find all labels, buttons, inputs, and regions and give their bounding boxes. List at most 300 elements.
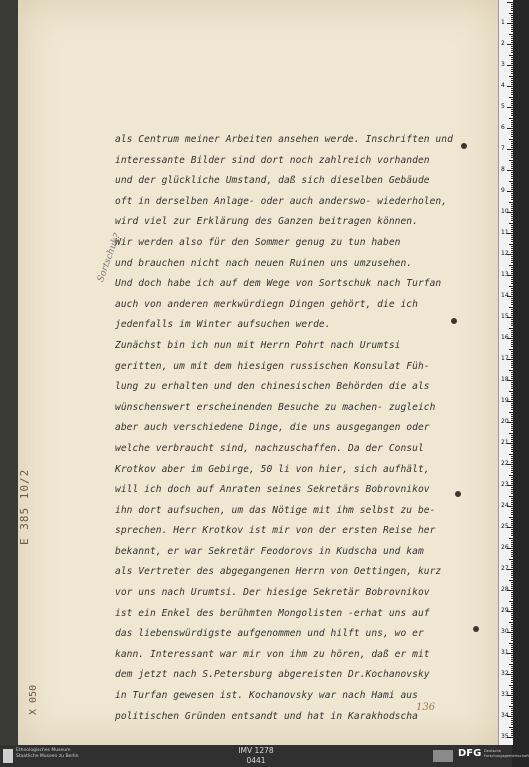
ruler-label: 25	[501, 523, 509, 530]
ruler-tick	[511, 50, 513, 51]
ruler-tick	[509, 664, 513, 665]
letter-line: geritten, um mit dem hiesigen russischen Konsulat Füh-	[115, 360, 430, 372]
ruler-tick	[511, 237, 513, 238]
ruler-tick	[511, 722, 513, 723]
ruler-tick	[511, 235, 513, 236]
ruler-tick	[511, 59, 513, 60]
ruler-tick	[511, 498, 513, 499]
ruler-tick	[511, 582, 513, 583]
ruler-tick	[511, 185, 513, 186]
ruler-tick	[511, 708, 513, 709]
ruler-tick	[511, 187, 513, 188]
ruler-label: 27	[501, 565, 509, 572]
ruler-tick	[511, 321, 513, 322]
ruler-label: 14	[501, 292, 509, 299]
ruler-tick	[511, 94, 513, 95]
ruler-tick	[511, 703, 513, 704]
ruler-tick	[511, 619, 513, 620]
museum-name: Ethnologisches Museum	[16, 748, 71, 753]
ruler-tick	[511, 176, 513, 177]
ruler-tick	[511, 355, 513, 356]
ruler-tick	[511, 504, 513, 505]
ruler-tick	[511, 720, 513, 721]
ruler-tick	[511, 80, 513, 81]
ruler-tick	[511, 697, 513, 698]
letter-line: wünschenswert erscheinenden Besuche zu machen- zugleich	[115, 401, 436, 413]
ruler-tick	[511, 636, 513, 637]
ruler-tick	[511, 145, 513, 146]
ruler-tick	[511, 699, 513, 700]
ruler-tick	[511, 649, 513, 650]
ruler-tick	[511, 267, 513, 268]
ruler-tick	[511, 561, 513, 562]
ruler-tick	[511, 334, 513, 335]
ruler-tick	[509, 727, 513, 728]
ruler-tick	[511, 441, 513, 442]
ruler-label: 4	[501, 82, 505, 89]
ruler-label: 6	[501, 124, 505, 131]
ruler-tick	[511, 491, 513, 492]
ruler-label: 23	[501, 481, 509, 488]
ruler-tick	[509, 391, 513, 392]
ruler-label: 7	[501, 145, 505, 152]
ruler-tick	[511, 250, 513, 251]
ruler-tick	[511, 206, 513, 207]
ruler-label: 18	[501, 376, 509, 383]
letter-line: und der glückliche Umstand, daß sich dieselben Gebäude	[115, 175, 430, 187]
ruler-tick	[511, 468, 513, 469]
ruler-tick	[511, 374, 513, 375]
ruler-tick	[511, 52, 513, 53]
ruler-tick	[511, 271, 513, 272]
ruler-tick	[511, 554, 513, 555]
ruler-tick	[511, 336, 513, 337]
ruler-tick	[511, 563, 513, 564]
ruler-tick	[511, 466, 513, 467]
ruler-label: 19	[501, 397, 509, 404]
ruler-tick	[511, 451, 513, 452]
letter-line: lung zu erhalten und den chinesischen Behörden die als	[115, 381, 430, 393]
letter-line: politischen Gründen entsandt und hat in Karakhodscha	[115, 710, 418, 722]
ruler-tick	[511, 258, 513, 259]
ruler-tick	[509, 202, 513, 203]
ruler-tick	[511, 397, 513, 398]
ruler-tick	[511, 388, 513, 389]
letter-line: und brauchen nicht nach neuen Ruinen uns umzusehen.	[115, 257, 413, 269]
ruler-tick	[511, 132, 513, 133]
ruler-tick	[511, 241, 513, 242]
ruler-tick	[507, 86, 513, 87]
ruler-tick	[509, 496, 513, 497]
ruler-tick	[507, 170, 513, 171]
ruler-tick	[511, 615, 513, 616]
ruler-tick	[511, 512, 513, 513]
ruler-tick	[511, 487, 513, 488]
ruler-tick	[511, 399, 513, 400]
ruler-tick	[511, 409, 513, 410]
ruler-tick	[511, 680, 513, 681]
handwritten-page-number: 136	[416, 702, 436, 713]
ruler-tick	[511, 164, 513, 165]
punch-hole-top	[461, 143, 467, 149]
ruler-label: 9	[501, 187, 505, 194]
ruler-tick	[511, 109, 513, 110]
ruler-tick	[511, 229, 513, 230]
ruler-tick	[509, 370, 513, 371]
ruler-tick	[511, 449, 513, 450]
ruler-tick	[511, 361, 513, 362]
ruler-tick	[507, 44, 513, 45]
ruler-tick	[511, 69, 513, 70]
ruler-tick	[511, 195, 513, 196]
ruler-tick	[511, 269, 513, 270]
ruler-tick	[511, 435, 513, 436]
ruler-tick	[511, 651, 513, 652]
ruler-tick	[511, 298, 513, 299]
ruler-tick	[511, 120, 513, 121]
ruler-tick	[511, 598, 513, 599]
letter-line: dem jetzt nach S.Petersburg abgereisten Dr.Kochanovsky	[115, 669, 430, 681]
ruler-label: 16	[501, 334, 509, 341]
ruler-tick	[511, 231, 513, 232]
ruler-tick	[511, 15, 513, 16]
ruler-tick	[511, 315, 513, 316]
ruler-tick	[511, 29, 513, 30]
letter-line: welche verbraucht sind, nachzuschaffen. Da der Consul	[115, 442, 424, 454]
ruler-tick	[511, 84, 513, 85]
ruler-tick	[509, 34, 513, 35]
ruler-tick	[511, 99, 513, 100]
ruler-tick	[511, 586, 513, 587]
ruler-tick	[511, 313, 513, 314]
ruler-tick	[511, 565, 513, 566]
ruler-tick	[511, 319, 513, 320]
ruler-tick	[509, 244, 513, 245]
dfg-name-line1: Deutsche	[484, 749, 502, 753]
ruler-label: 3	[501, 61, 505, 68]
ruler-tick	[511, 701, 513, 702]
ruler-tick	[511, 638, 513, 639]
ruler-tick	[511, 624, 513, 625]
ruler-tick	[511, 682, 513, 683]
ruler-tick	[511, 183, 513, 184]
ruler-tick	[509, 181, 513, 182]
ruler-tick	[511, 577, 513, 578]
ruler-tick	[511, 712, 513, 713]
ruler-label: 5	[501, 103, 505, 110]
dfg-name	[484, 749, 529, 759]
letter-line: in Turfan gewesen ist. Kochanovsky war nach Hami aus	[115, 690, 418, 702]
ruler-tick	[509, 433, 513, 434]
ruler-tick	[511, 279, 513, 280]
ruler-tick	[509, 475, 513, 476]
ruler-tick	[511, 10, 513, 11]
ruler-tick	[511, 729, 513, 730]
ruler-label: 24	[501, 502, 509, 509]
ruler-tick	[511, 8, 513, 9]
ruler-tick	[511, 61, 513, 62]
inventory-stamp: E 385 10/2	[18, 468, 31, 545]
ruler-tick	[511, 353, 513, 354]
ruler-tick	[511, 134, 513, 135]
ruler-label: 32	[501, 670, 509, 677]
ruler-tick	[511, 676, 513, 677]
ruler-tick	[509, 139, 513, 140]
ruler-tick	[511, 342, 513, 343]
ruler-tick	[511, 592, 513, 593]
ruler-tick	[507, 107, 513, 108]
dfg-logo-icon	[433, 750, 453, 762]
letter-line: sprechen. Herr Krotkov ist mir von der ersten Reise her	[115, 525, 436, 537]
ruler-tick	[511, 733, 513, 734]
ruler-tick	[511, 420, 513, 421]
ruler-label: 17	[501, 355, 509, 362]
ruler-tick	[511, 48, 513, 49]
ruler-tick	[511, 363, 513, 364]
ruler-tick	[511, 395, 513, 396]
ruler-tick	[511, 731, 513, 732]
ruler-label: 2	[501, 40, 505, 47]
ruler-tick	[509, 706, 513, 707]
ruler-tick	[511, 718, 513, 719]
ruler-tick	[509, 328, 513, 329]
ruler-tick	[511, 525, 513, 526]
ruler-tick	[511, 82, 513, 83]
ruler-tick	[511, 304, 513, 305]
ruler-tick	[511, 290, 513, 291]
ruler-tick	[511, 416, 513, 417]
ruler-tick	[511, 124, 513, 125]
ruler-tick	[511, 246, 513, 247]
ruler-tick	[511, 378, 513, 379]
ruler-tick	[511, 92, 513, 93]
ruler-tick	[511, 155, 513, 156]
ruler-tick	[511, 292, 513, 293]
ruler-tick	[509, 223, 513, 224]
ruler-tick	[511, 67, 513, 68]
ruler-tick	[511, 103, 513, 104]
ruler-tick	[511, 302, 513, 303]
ruler-tick	[511, 344, 513, 345]
ruler-tick	[511, 210, 513, 211]
ruler-tick	[511, 645, 513, 646]
ruler-tick	[511, 567, 513, 568]
ruler-tick	[511, 386, 513, 387]
ruler-label: 12	[501, 250, 509, 257]
ruler-tick	[511, 458, 513, 459]
ruler-tick	[511, 19, 513, 20]
ruler-tick	[511, 36, 513, 37]
ruler-tick	[511, 588, 513, 589]
ruler-tick	[511, 277, 513, 278]
ruler-tick	[511, 63, 513, 64]
ruler-tick	[511, 31, 513, 32]
folio-stamp: X 050	[28, 684, 39, 715]
ruler-tick	[511, 325, 513, 326]
ruler-label: 33	[501, 691, 509, 698]
viewer-footer	[0, 745, 529, 767]
ruler-tick	[509, 685, 513, 686]
ruler-tick	[511, 172, 513, 173]
ruler-label: 29	[501, 607, 509, 614]
ruler-tick	[511, 90, 513, 91]
ruler-tick	[511, 546, 513, 547]
ruler-tick	[511, 220, 513, 221]
margin-annotation: Sortschuk?	[96, 232, 123, 284]
ruler-label: 21	[501, 439, 509, 446]
ruler-tick	[511, 311, 513, 312]
ruler-tick	[511, 573, 513, 574]
ruler-tick	[511, 6, 513, 7]
ruler-tick	[511, 605, 513, 606]
ruler-tick	[511, 508, 513, 509]
ruler-tick	[511, 166, 513, 167]
ruler-tick	[509, 580, 513, 581]
letter-line: als Centrum meiner Arbeiten ansehen werde. Inschriften und	[115, 134, 453, 145]
ruler-tick	[511, 634, 513, 635]
ruler-tick	[511, 571, 513, 572]
ruler-tick	[511, 529, 513, 530]
ruler-tick	[511, 330, 513, 331]
ruler-tick	[507, 191, 513, 192]
ruler-tick	[511, 609, 513, 610]
ruler-tick	[511, 607, 513, 608]
ruler-tick	[511, 4, 513, 5]
ruler-tick	[511, 655, 513, 656]
ruler-tick	[511, 300, 513, 301]
ruler-tick	[509, 307, 513, 308]
ruler-tick	[511, 437, 513, 438]
ruler-tick	[511, 199, 513, 200]
letter-line: bekannt, er war Sekretär Feodorovs in Kudscha und kam	[115, 545, 424, 557]
ruler-tick	[511, 403, 513, 404]
ruler-tick	[511, 500, 513, 501]
letter-line: wird viel zur Erklärung des Ganzen beitragen können.	[115, 216, 418, 228]
ruler-tick	[511, 204, 513, 205]
ruler-tick	[511, 78, 513, 79]
ruler-tick	[511, 27, 513, 28]
ruler-tick	[511, 531, 513, 532]
ruler-tick	[511, 38, 513, 39]
ruler-tick	[511, 260, 513, 261]
dfg-name-line2: Forschungsgemeinschaft	[484, 754, 529, 758]
ruler-tick	[511, 256, 513, 257]
ruler-tick	[511, 367, 513, 368]
ruler-tick	[511, 283, 513, 284]
ruler-tick	[511, 21, 513, 22]
ruler-tick	[511, 214, 513, 215]
ruler-tick	[511, 309, 513, 310]
ruler-tick	[511, 626, 513, 627]
ruler-tick	[511, 407, 513, 408]
ruler-tick	[511, 714, 513, 715]
ruler-tick	[511, 514, 513, 515]
ruler-tick	[511, 42, 513, 43]
ruler-tick	[511, 445, 513, 446]
ruler-tick	[511, 208, 513, 209]
ruler-tick	[511, 659, 513, 660]
ruler-tick	[511, 550, 513, 551]
ruler-tick	[511, 323, 513, 324]
ruler-tick	[511, 584, 513, 585]
ruler-tick	[511, 136, 513, 137]
ruler-tick	[507, 23, 513, 24]
ruler-tick	[511, 218, 513, 219]
ruler-tick	[511, 294, 513, 295]
ruler-tick	[511, 535, 513, 536]
ruler-tick	[511, 101, 513, 102]
ruler-tick	[511, 724, 513, 725]
letter-line: kann. Interessant war mir von ihm zu hören, daß er mit	[115, 648, 430, 660]
ruler-tick	[509, 517, 513, 518]
ruler-tick	[511, 430, 513, 431]
scale-ruler	[498, 0, 513, 745]
ruler-tick	[511, 71, 513, 72]
ruler-tick	[511, 596, 513, 597]
ruler-tick	[511, 147, 513, 148]
ruler-label: 30	[501, 628, 509, 635]
ruler-tick	[511, 493, 513, 494]
ruler-tick	[511, 25, 513, 26]
ruler-tick	[511, 143, 513, 144]
letter-line: aber auch verschiedene Dinge, die uns ausgegangen oder	[115, 422, 430, 434]
ruler-tick	[509, 265, 513, 266]
ruler-tick	[511, 523, 513, 524]
ruler-tick	[511, 46, 513, 47]
ruler-label: 15	[501, 313, 509, 320]
ruler-tick	[511, 17, 513, 18]
ruler-tick	[511, 540, 513, 541]
ruler-tick	[511, 384, 513, 385]
ruler-label: 28	[501, 586, 509, 593]
ruler-tick	[511, 670, 513, 671]
ruler-tick	[511, 672, 513, 673]
ruler-tick	[511, 710, 513, 711]
ruler-tick	[511, 477, 513, 478]
ruler-tick	[511, 533, 513, 534]
ruler-tick	[511, 439, 513, 440]
ruler-label: 20	[501, 418, 509, 425]
signature-label: IMV 1278	[238, 746, 274, 755]
letter-body	[115, 130, 460, 727]
ruler-tick	[509, 559, 513, 560]
ruler-tick	[509, 454, 513, 455]
ruler-tick	[511, 456, 513, 457]
ruler-tick	[511, 735, 513, 736]
ruler-tick	[511, 126, 513, 127]
letter-line: Zunächst bin ich nun mit Herrn Pohrt nach Urumtsi	[115, 339, 401, 351]
ruler-label: 10	[501, 208, 509, 215]
ruler-label: 26	[501, 544, 509, 551]
ruler-label: 34	[501, 712, 509, 719]
ruler-tick	[511, 216, 513, 217]
ruler-tick	[511, 113, 513, 114]
ruler-tick	[511, 447, 513, 448]
ruler-tick	[511, 122, 513, 123]
letter-line: als Vertreter des abgegangenen Herrn von Oettingen, kurz	[115, 566, 442, 578]
ruler-label: 1	[501, 19, 505, 26]
ruler-tick	[509, 286, 513, 287]
letter-line: will ich doch auf Anraten seines Sekretärs Bobrovnikov	[115, 484, 430, 496]
ruler-tick	[511, 73, 513, 74]
ruler-tick	[511, 88, 513, 89]
ruler-label: 13	[501, 271, 509, 278]
ruler-tick	[509, 643, 513, 644]
letter-line: ihn dort aufsuchen, um das Nötige mit ihm selbst zu be-	[115, 504, 436, 516]
ruler-tick	[509, 160, 513, 161]
letter-line: ist ein Enkel des berühmten Mongolisten -erhat uns auf	[115, 607, 430, 619]
ruler-tick	[511, 151, 513, 152]
